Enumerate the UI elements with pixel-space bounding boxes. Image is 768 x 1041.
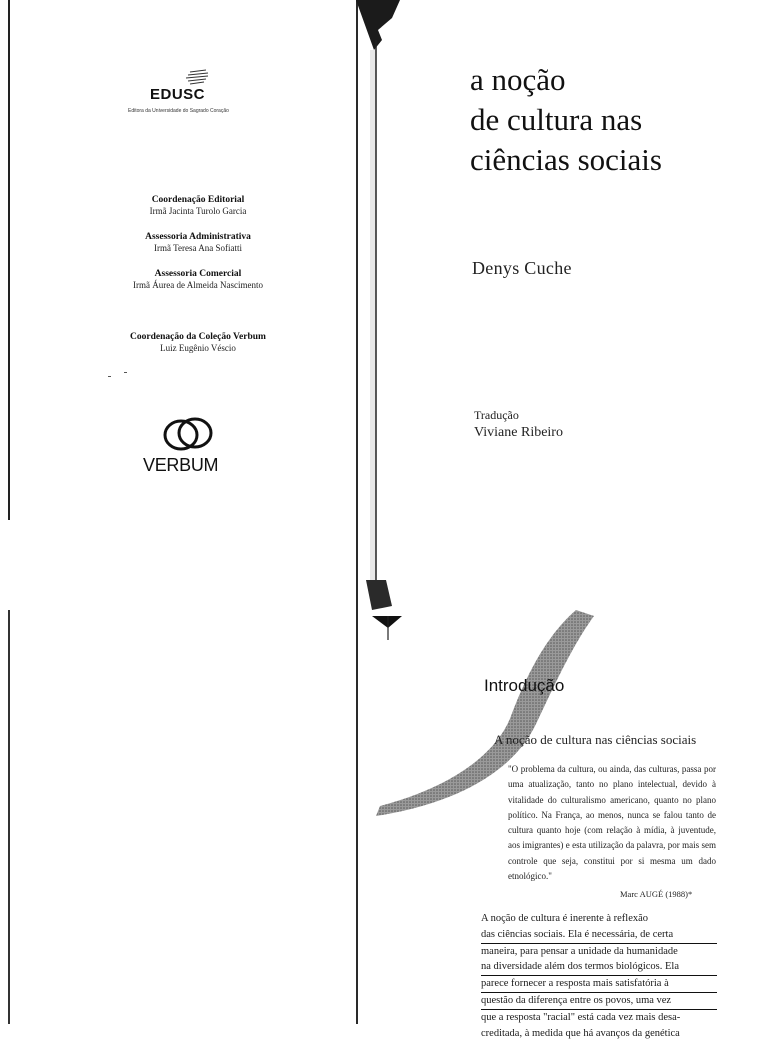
body-paragraph bbox=[481, 911, 717, 1041]
epigraph-citation: Marc AUGÉ (1988)* bbox=[620, 889, 693, 899]
credit-person: Irmã Teresa Ana Sofiatti bbox=[154, 243, 242, 253]
credit-role: Assessoria Administrativa bbox=[145, 232, 251, 242]
credit-editorial bbox=[78, 195, 318, 216]
edusc-subtitle: Editora da Universidade do Sagrado Coração bbox=[128, 108, 229, 114]
title-line: de cultura nas bbox=[470, 102, 643, 137]
translator-name: Viviane Ribeiro bbox=[474, 425, 563, 440]
credit-role: Coordenação da Coleção Verbum bbox=[130, 332, 266, 342]
credit-person: Irmã Jacinta Turolo Garcia bbox=[149, 206, 247, 216]
scan-speck bbox=[108, 376, 111, 377]
title-line: a noção bbox=[470, 62, 566, 97]
page-edge-left-lower bbox=[8, 610, 10, 1024]
translation-label: Tradução bbox=[474, 408, 519, 422]
verbum-logo-text: VERBUM bbox=[143, 455, 219, 475]
credit-colecao bbox=[78, 332, 318, 353]
book-title bbox=[470, 60, 662, 180]
title-line: ciências sociais bbox=[470, 142, 662, 177]
credit-role: Coordenação Editorial bbox=[151, 195, 245, 205]
body-line: das ciências sociais. Ela é necessária, de certa bbox=[481, 927, 717, 944]
credit-person: Irmã Áurea de Almeida Nascimento bbox=[133, 280, 263, 290]
body-line: na diversidade além dos termos biológicos. Ela bbox=[481, 959, 717, 976]
page-edge-left bbox=[8, 0, 10, 520]
credit-person: Luiz Eugênio Véscio bbox=[160, 343, 236, 353]
section-title: A noção de cultura nas ciências sociais bbox=[494, 732, 697, 747]
credit-administrativa bbox=[78, 232, 318, 253]
epigraph: "O problema da cultura, ou ainda, das culturas, passa por uma atualização, tanto no plano intelectual, devido à vitalidade do culturalismo americano, quanto no plano político. Na França, ao menos, nunca se falou tanto de cultura quanto hoje (com relação à mídia, à juventude, aos imigrantes) e esta utilização da palavra, por mais sem controle que seja, constitui por si mesma um dado etnológico." bbox=[508, 764, 716, 882]
body-line: parece fornecer a resposta mais satisfatória à bbox=[481, 976, 717, 993]
chapter-title: Introdução bbox=[484, 676, 565, 695]
credit-role: Assessoria Comercial bbox=[154, 269, 242, 279]
body-line: questão da diferença entre os povos, uma vez bbox=[481, 993, 717, 1010]
edusc-logo-text: EDUSC bbox=[150, 86, 206, 103]
body-line: que a resposta "racial" está cada vez mais desa- bbox=[481, 1011, 681, 1023]
body-line: A noção de cultura é inerente à reflexão bbox=[481, 913, 649, 924]
spine-shadow bbox=[352, 0, 402, 612]
credit-comercial bbox=[78, 269, 318, 290]
body-line: creditada, à medida que há avanços da genética bbox=[481, 1027, 680, 1039]
body-line: maneira, para pensar a unidade da humanidade bbox=[481, 945, 678, 957]
author-name: Denys Cuche bbox=[472, 258, 572, 278]
verbum-logo-icon bbox=[160, 414, 216, 454]
scan-speck bbox=[124, 372, 127, 373]
